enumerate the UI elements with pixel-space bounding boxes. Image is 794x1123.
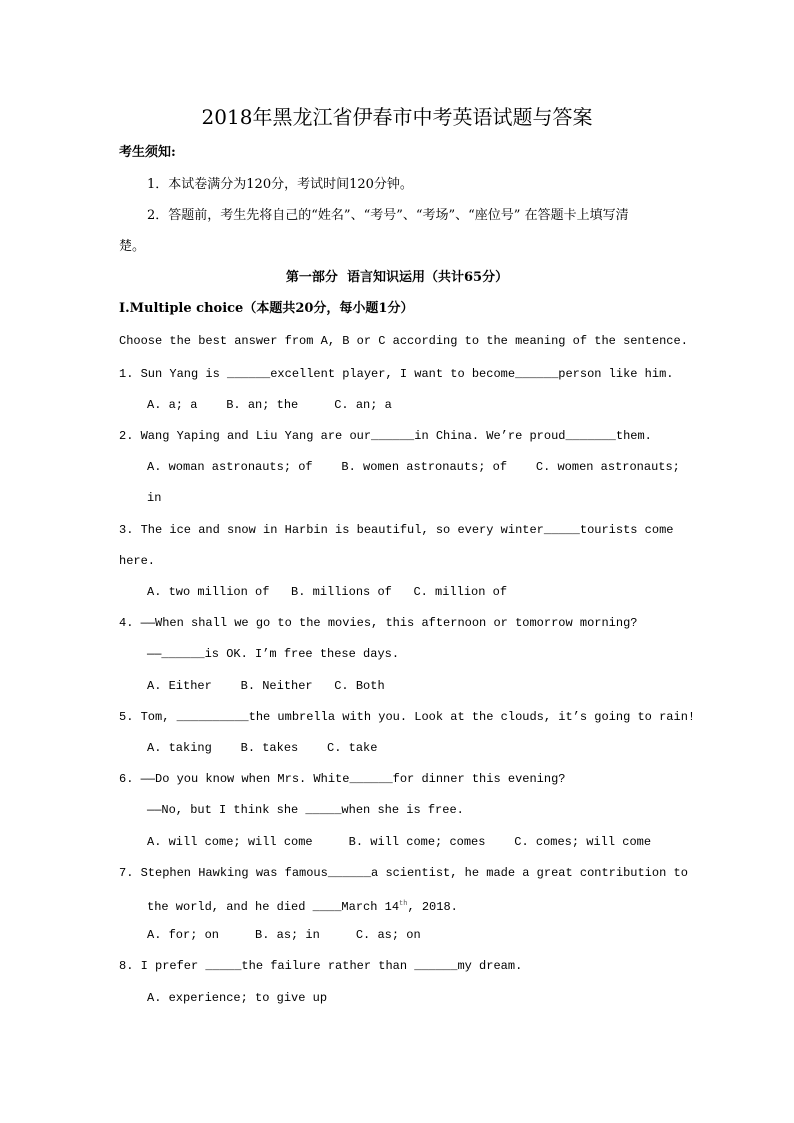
question-7-text: the world, and he died ____March 14	[147, 900, 400, 914]
question-7-text-end: , 2018.	[407, 900, 458, 914]
question-1-options: A. a; a B. an; the C. an; a	[147, 398, 392, 412]
question-4: 4. ——When shall we go to the movies, this afternoon or tomorrow morning?	[119, 616, 638, 630]
question-3: 3. The ice and snow in Harbin is beautiful, so every winter_____tourists come	[119, 523, 674, 537]
notice-item-continued: 楚。	[119, 239, 146, 254]
question-6-options: A. will come; will come B. will come; comes C. comes; will come	[147, 835, 652, 849]
instruction: Choose the best answer from A, B or C according to the meaning of the sentence.	[119, 334, 688, 348]
section-heading: Ⅰ.Multiple choice（本题共20分，每小题1分）	[119, 301, 414, 316]
question-4-options: A. Either B. Neither C. Both	[147, 679, 385, 693]
notice-item: 2．答题前，考生先将自己的“姓名”、“考号”、“考场”、“座位号” 在答题卡上填写清	[147, 208, 629, 223]
question-6-reply: ——No, but I think she _____when she is free.	[147, 803, 464, 817]
notice-heading: 考生须知:	[119, 145, 176, 160]
question-2-options: A. woman astronauts; of B. women astronauts; of C. women astronauts;	[147, 460, 680, 474]
question-2-options-continued: in	[147, 491, 162, 505]
question-3-options: A. two million of B. millions of C. million of	[147, 585, 508, 599]
question-7-options: A. for; on B. as; in C. as; on	[147, 928, 421, 942]
notice-item: 1．本试卷满分为120分，考试时间120分钟。	[147, 177, 413, 192]
question-2: 2. Wang Yaping and Liu Yang are our______in China. We’re proud_______them.	[119, 429, 652, 443]
part-heading: 第一部分 语言知识运用（共计65分）	[285, 270, 509, 285]
question-6: 6. ——Do you know when Mrs. White______for dinner this evening?	[119, 772, 566, 786]
question-4-reply: ——______is OK. I’m free these days.	[147, 647, 400, 661]
superscript: th	[399, 900, 408, 908]
question-1: 1. Sun Yang is ______excellent player, I want to become______person like him.	[119, 367, 674, 381]
page-title: 2018年黑龙江省伊春市中考英语试题与答案	[201, 105, 593, 129]
question-7-continued	[147, 896, 458, 915]
question-7: 7. Stephen Hawking was famous______a scientist, he made a great contribution to	[119, 866, 688, 880]
question-8: 8. I prefer _____the failure rather than ______my dream.	[119, 959, 523, 973]
question-5: 5. Tom, __________the umbrella with you. Look at the clouds, it’s going to rain!	[119, 710, 696, 724]
question-5-options: A. taking B. takes C. take	[147, 741, 378, 755]
question-8-options: A. experience; to give up	[147, 991, 328, 1005]
question-3-continued: here.	[119, 554, 156, 568]
